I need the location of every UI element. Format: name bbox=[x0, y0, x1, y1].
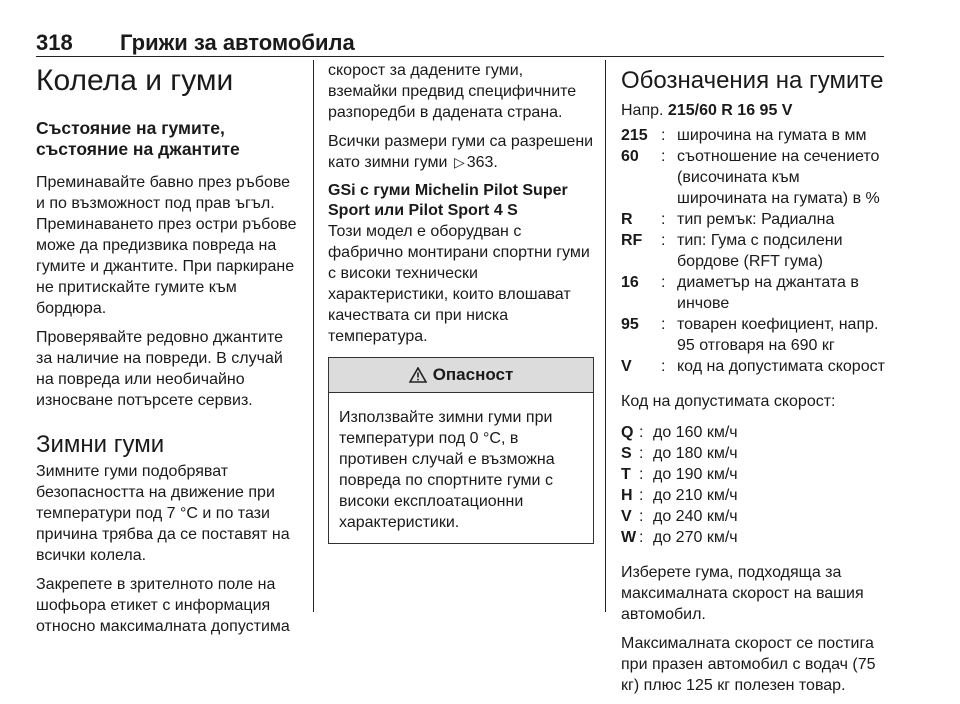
designation-code: 16 bbox=[621, 274, 639, 291]
designation-code: 215 bbox=[621, 127, 648, 144]
separator: : bbox=[639, 445, 644, 462]
header-rule bbox=[36, 56, 884, 57]
separator: : bbox=[639, 424, 644, 441]
paragraph-select-tyre: Изберете гума, подходяща за максималната скорост на вашия автомобил. bbox=[621, 564, 864, 623]
designation-row bbox=[621, 356, 893, 377]
designation-code: 60 bbox=[621, 148, 639, 165]
designation-text: съотношение на сечението (височината към широчината на гумата) в % bbox=[677, 148, 880, 207]
paragraph-max-speed: Максималната скорост се постига при празен автомобил с водач (75 кг) плюс 125 кг полезен товар. bbox=[621, 635, 876, 694]
separator: : bbox=[661, 358, 666, 375]
speed-code-row bbox=[621, 422, 893, 443]
speed-code: H bbox=[621, 487, 633, 504]
separator: : bbox=[639, 466, 644, 483]
example-value: 215/60 R 16 95 V bbox=[667, 102, 793, 119]
speed-limit: до 240 км/ч bbox=[653, 508, 738, 525]
speed-code-list bbox=[621, 422, 893, 548]
designation-row bbox=[621, 230, 893, 272]
column-divider-2 bbox=[605, 60, 606, 612]
danger-text: Използвайте зимни гуми при температури под 0 °C, в противен случай е възможна повреда по спортните гуми с високи експлоатационни характеристики. bbox=[339, 409, 555, 531]
designation-code: 95 bbox=[621, 316, 639, 333]
designations-title: Обозначения на гумите bbox=[621, 67, 884, 94]
winter-tyres-heading: Зимни гуми bbox=[36, 431, 165, 458]
section-title: Колела и гуми bbox=[36, 64, 234, 97]
designation-row bbox=[621, 314, 893, 356]
speed-limit: до 180 км/ч bbox=[653, 445, 738, 462]
designation-text: диаметър на джантата в инчове bbox=[677, 274, 859, 312]
separator: : bbox=[661, 211, 666, 228]
speed-code: S bbox=[621, 445, 632, 462]
page-ref-arrow-icon: ▷ bbox=[453, 154, 465, 170]
speed-code-row bbox=[621, 485, 893, 506]
designation-text: тип ремък: Радиална bbox=[677, 211, 835, 228]
separator: : bbox=[639, 529, 644, 546]
speed-limit: до 160 км/ч bbox=[653, 424, 738, 441]
designation-text: широчина на гумата в мм bbox=[677, 127, 867, 144]
separator: : bbox=[661, 148, 666, 165]
column-2 bbox=[328, 60, 594, 544]
separator: : bbox=[661, 232, 666, 249]
danger-header bbox=[329, 358, 593, 393]
speed-limit: до 270 км/ч bbox=[653, 529, 738, 546]
paragraph-curbs: Преминавайте бавно през ръбове и по възможност под прав ъгъл. Преминаването през остри ръбове може да предизвика повреда на гумите и джантите. При паркиране не притискайте гумите към бордюра. bbox=[36, 174, 297, 317]
gsi-heading: GSi с гуми Michelin Pilot Super Sport или Pilot Sport 4 S bbox=[328, 182, 568, 219]
speed-code-row bbox=[621, 527, 893, 548]
speed-limit: до 210 км/ч bbox=[653, 487, 738, 504]
page-ref-link[interactable]: 363. bbox=[466, 154, 498, 171]
paragraph-all-sizes bbox=[328, 131, 594, 173]
speed-limit: до 190 км/ч bbox=[653, 466, 738, 483]
warning-triangle-icon bbox=[409, 367, 427, 383]
separator: : bbox=[639, 487, 644, 504]
example-line bbox=[621, 100, 893, 121]
paragraph-check-rims: Проверявайте редовно джантите за наличие на повреди. В случай на повреда или необичайно износване потърсете сервиз. bbox=[36, 329, 283, 409]
speed-code: Q bbox=[621, 424, 634, 441]
designation-text: товарен коефициент, напр. 95 отговаря на 690 кг bbox=[677, 316, 879, 354]
paragraph-speed-label: Закрепете в зрителното поле на шофьора етикет с информация относно максималната допустима bbox=[36, 576, 290, 635]
all-sizes-text: Всички размери гуми са разрешени като зимни гуми bbox=[328, 133, 594, 171]
column-1 bbox=[36, 60, 300, 645]
column-3 bbox=[621, 60, 893, 704]
condition-heading: Състояние на гумите, състояние на джантите bbox=[36, 118, 240, 159]
speed-code: T bbox=[621, 466, 631, 483]
designation-row bbox=[621, 209, 893, 230]
separator: : bbox=[639, 508, 644, 525]
designation-code: RF bbox=[621, 232, 643, 249]
page-number: 318 bbox=[36, 30, 73, 55]
designation-code: R bbox=[621, 211, 633, 228]
paragraph-winter-tyres: Зимните гуми подобряват безопасността на движение при температури под 7 °C и по тази причина трябва да се поставят на всички колела. bbox=[36, 463, 290, 564]
designation-code: V bbox=[621, 358, 632, 375]
chapter-title: Грижи за автомобила bbox=[120, 30, 355, 55]
paragraph-speed-cont: скорост за дадените гуми, вземайки предвид специфичните разпоредби в дадената страна. bbox=[328, 62, 577, 121]
designation-row bbox=[621, 272, 893, 314]
speed-intro: Код на допустимата скорост: bbox=[621, 393, 836, 410]
speed-code-row bbox=[621, 506, 893, 527]
speed-code-row bbox=[621, 443, 893, 464]
speed-code: W bbox=[621, 529, 637, 546]
designation-text: тип: Гума с подсилени бордове (RFT гума) bbox=[677, 232, 843, 270]
column-divider-1 bbox=[313, 60, 314, 612]
separator: : bbox=[661, 127, 666, 144]
separator: : bbox=[661, 316, 666, 333]
paragraph-gsi: Този модел е оборудван с фабрично монтирани спортни гуми с високи технически характеристики, които влошават качествата си при ниска температура. bbox=[328, 223, 590, 345]
page-header bbox=[36, 30, 884, 58]
speed-code-row bbox=[621, 464, 893, 485]
example-prefix: Напр. bbox=[621, 102, 664, 119]
designation-list bbox=[621, 125, 893, 377]
designation-row bbox=[621, 125, 893, 146]
separator: : bbox=[661, 274, 666, 291]
speed-code: V bbox=[621, 508, 632, 525]
danger-label: Опасност bbox=[432, 365, 514, 384]
danger-box bbox=[328, 357, 594, 544]
designation-text: код на допустимата скорост bbox=[677, 358, 885, 375]
designation-row bbox=[621, 146, 893, 209]
